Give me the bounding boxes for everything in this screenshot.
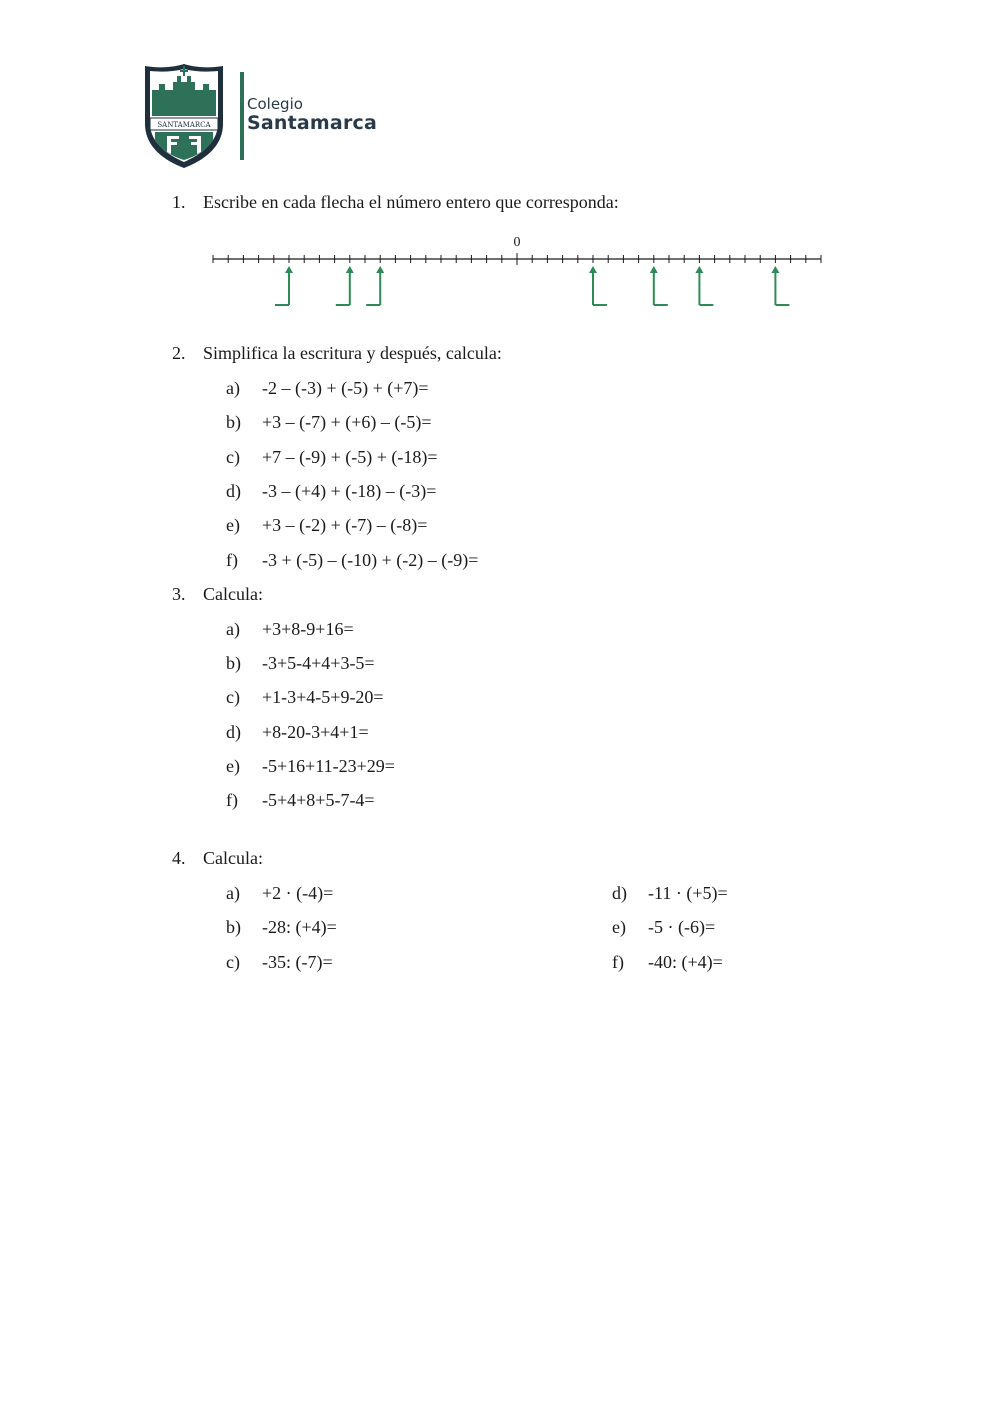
- arrow-head: [589, 266, 597, 273]
- question-number: 4.: [172, 848, 186, 868]
- brand-subtitle: Colegio: [247, 95, 303, 113]
- item-letter: e): [226, 515, 240, 535]
- item-expression: +3 – (-2) + (-7) – (-8)=: [262, 515, 428, 535]
- zero-label: 0: [513, 235, 521, 250]
- question-text: Calcula:: [203, 848, 263, 868]
- item-expression: -2 – (-3) + (-5) + (+7)=: [262, 378, 429, 398]
- item-expression: +3+8-9+16=: [262, 619, 354, 639]
- question-text: Escribe en cada flecha el número entero que corresponda:: [203, 192, 619, 212]
- item-expression: -5+4+8+5-7-4=: [262, 790, 375, 810]
- item-letter: b): [226, 412, 241, 432]
- item-letter: e): [612, 917, 626, 937]
- school-header: [143, 62, 383, 172]
- item-letter: c): [226, 447, 240, 467]
- item-expression: +7 – (-9) + (-5) + (-18)=: [262, 447, 438, 467]
- item-letter: f): [612, 952, 624, 972]
- item-letter: b): [226, 917, 241, 937]
- arrow-head: [650, 266, 658, 273]
- item-expression: +1-3+4-5+9-20=: [262, 687, 384, 707]
- item-letter: c): [226, 687, 240, 707]
- item-expression: -3+5-4+4+3-5=: [262, 653, 375, 673]
- arrow-head: [285, 266, 293, 273]
- question-text: Calcula:: [203, 584, 263, 604]
- item-expression: -11 · (+5)=: [648, 883, 728, 903]
- item-expression: -40: (+4)=: [648, 952, 723, 972]
- item-expression: -28: (+4)=: [262, 917, 337, 937]
- item-expression: -3 + (-5) – (-10) + (-2) – (-9)=: [262, 550, 479, 570]
- item-letter: e): [226, 756, 240, 776]
- item-letter: a): [226, 378, 240, 398]
- item-expression: +2 · (-4)=: [262, 883, 334, 903]
- number-line: [205, 228, 830, 318]
- item-letter: c): [226, 952, 240, 972]
- question-text: Simplifica la escritura y después, calcula:: [203, 343, 502, 363]
- item-expression: -5 · (-6)=: [648, 917, 716, 937]
- item-expression: -5+16+11-23+29=: [262, 756, 395, 776]
- item-letter: a): [226, 883, 240, 903]
- item-letter: d): [226, 722, 241, 742]
- brand-title: Santamarca: [247, 112, 378, 134]
- item-expression: +3 – (-7) + (+6) – (-5)=: [262, 412, 432, 432]
- item-expression: +8-20-3+4+1=: [262, 722, 369, 742]
- question-number: 1.: [172, 192, 186, 212]
- arrow-head: [695, 266, 703, 273]
- question-number: 2.: [172, 343, 186, 363]
- item-letter: b): [226, 653, 241, 673]
- logo-text: SANTAMARCA: [157, 121, 211, 129]
- item-expression: -3 – (+4) + (-18) – (-3)=: [262, 481, 437, 501]
- item-letter: f): [226, 790, 238, 810]
- item-expression: -35: (-7)=: [262, 952, 333, 972]
- arrow-head: [346, 266, 354, 273]
- item-letter: d): [612, 883, 627, 903]
- question-number: 3.: [172, 584, 186, 604]
- header-divider: [240, 72, 244, 160]
- item-letter: d): [226, 481, 241, 501]
- school-shield-logo: [143, 62, 225, 170]
- arrow-head: [376, 266, 384, 273]
- item-letter: a): [226, 619, 240, 639]
- item-letter: f): [226, 550, 238, 570]
- arrow-head: [771, 266, 779, 273]
